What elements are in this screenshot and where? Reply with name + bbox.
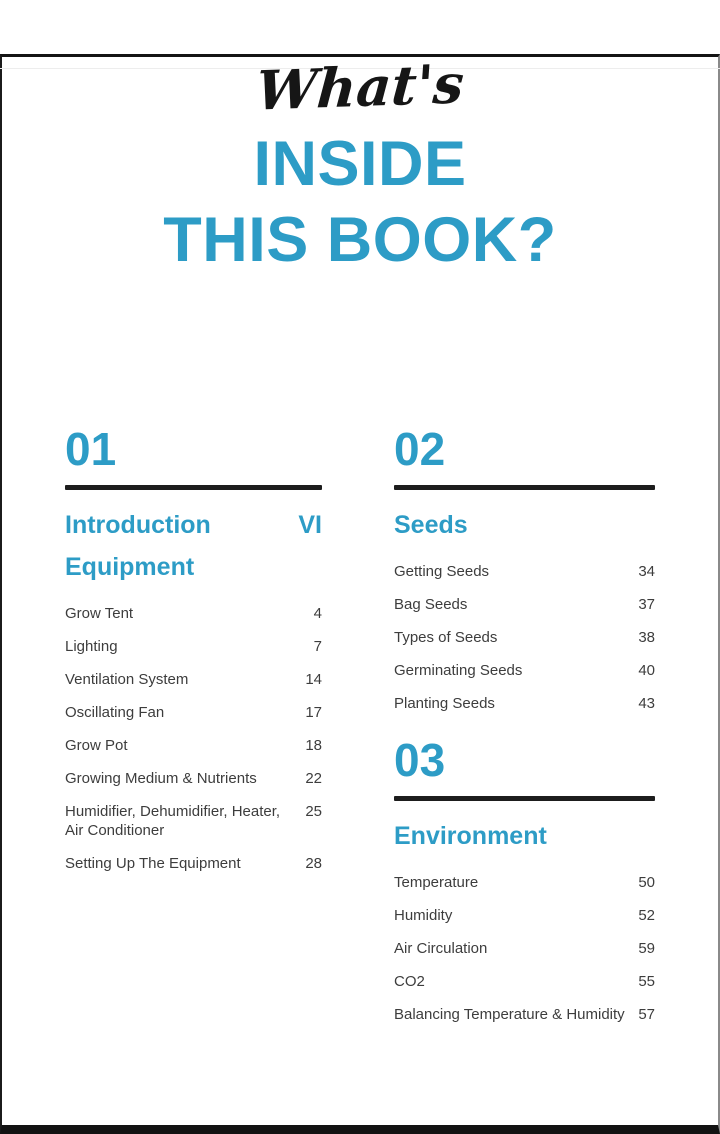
- section-headings: [65, 504, 322, 588]
- section-number: 02: [394, 423, 446, 475]
- toc-item-label: Setting Up The Equipment: [65, 855, 241, 872]
- section-rule: [394, 796, 655, 801]
- toc-item-label: Planting Seeds: [394, 695, 495, 712]
- toc-item: [394, 939, 655, 958]
- toc-item-label: Humidity: [394, 907, 453, 924]
- section-headings: [394, 504, 655, 546]
- toc-item: [65, 604, 322, 623]
- main-title-line-1: INSIDE: [253, 129, 467, 199]
- toc-item: [394, 1005, 655, 1024]
- toc-item-page: 59: [638, 940, 655, 957]
- toc-item-label: CO2: [394, 973, 425, 990]
- toc-item-label: Getting Seeds: [394, 563, 490, 580]
- section-number: 03: [394, 734, 446, 786]
- toc-item: [394, 972, 655, 991]
- toc-column-right: [394, 423, 655, 1038]
- toc-item-label: Ventilation System: [65, 671, 189, 688]
- toc-item-label: Air Circulation: [394, 940, 488, 957]
- section-heading-label: Introduction: [65, 511, 211, 539]
- toc-item-page: 57: [638, 1006, 655, 1023]
- toc-item: [394, 906, 655, 925]
- toc-item: [394, 661, 655, 680]
- toc-item-page: 37: [638, 596, 655, 613]
- section-heading-row: [65, 546, 322, 588]
- toc-item-page: 7: [313, 638, 322, 655]
- toc-item-page: 38: [638, 629, 655, 646]
- section-heading-page: VI: [298, 511, 322, 539]
- toc-item: [65, 769, 322, 788]
- toc-item: [394, 562, 655, 581]
- toc-item-page: 34: [638, 563, 655, 580]
- toc-section-introduction: [65, 423, 322, 873]
- toc-item: [65, 703, 322, 722]
- section-rule: [394, 485, 655, 490]
- toc-item-page: 17: [305, 704, 322, 721]
- section-heading-row: [65, 504, 322, 546]
- section-items: [394, 873, 655, 1024]
- toc-item-label: Bag Seeds: [394, 596, 468, 613]
- toc-item: [65, 854, 322, 873]
- toc-item-label: Humidifier, Dehumidifier, Heater, Air Conditioner: [65, 803, 281, 839]
- toc-item-label: Lighting: [65, 638, 118, 655]
- section-heading-label: Seeds: [394, 511, 468, 539]
- toc-item-page: 22: [305, 770, 322, 787]
- section-items: [394, 562, 655, 713]
- toc-item: [65, 736, 322, 755]
- page: [0, 51, 720, 1134]
- section-heading-row: [394, 504, 655, 546]
- toc-item-page: 14: [305, 671, 322, 688]
- toc-item-label: Balancing Temperature & Humidity: [394, 1006, 625, 1023]
- toc-column-left: [65, 423, 322, 887]
- toc-item-page: 25: [305, 803, 322, 820]
- section-heading-label: Environment: [394, 822, 547, 850]
- toc-item: [394, 628, 655, 647]
- toc-item-label: Oscillating Fan: [65, 704, 165, 721]
- section-heading-row: [394, 815, 655, 857]
- main-title-line-2: THIS BOOK?: [163, 205, 557, 275]
- toc-item-page: 50: [638, 874, 655, 891]
- main-title: [0, 126, 720, 278]
- toc-item-label: Growing Medium & Nutrients: [65, 770, 257, 787]
- toc-item-page: 55: [638, 973, 655, 990]
- title-block: [0, 51, 720, 278]
- toc-item-page: 18: [305, 737, 322, 754]
- toc-item-page: 28: [305, 855, 322, 872]
- toc-item: [65, 637, 322, 656]
- toc-item-label: Temperature: [394, 874, 479, 891]
- toc-item-label: Types of Seeds: [394, 629, 498, 646]
- toc-item: [65, 802, 322, 840]
- toc-item-page: 40: [638, 662, 655, 679]
- toc-item-label: Germinating Seeds: [394, 662, 523, 679]
- toc-section-environment: [394, 734, 655, 1024]
- toc-item-label: Grow Pot: [65, 737, 128, 754]
- toc-item-page: 4: [313, 605, 322, 622]
- section-rule: [65, 485, 322, 490]
- toc-item-label: Grow Tent: [65, 605, 134, 622]
- toc-item: [65, 670, 322, 689]
- section-number: 01: [65, 423, 117, 475]
- toc-item-page: 43: [638, 695, 655, 712]
- toc-item-page: 52: [638, 907, 655, 924]
- section-heading-label: Equipment: [65, 553, 195, 581]
- section-items: [65, 604, 322, 873]
- toc-item: [394, 873, 655, 892]
- title-script: What's: [254, 51, 466, 123]
- toc-section-seeds: [394, 423, 655, 713]
- toc-item: [394, 694, 655, 713]
- section-headings: [394, 815, 655, 857]
- toc-item: [394, 595, 655, 614]
